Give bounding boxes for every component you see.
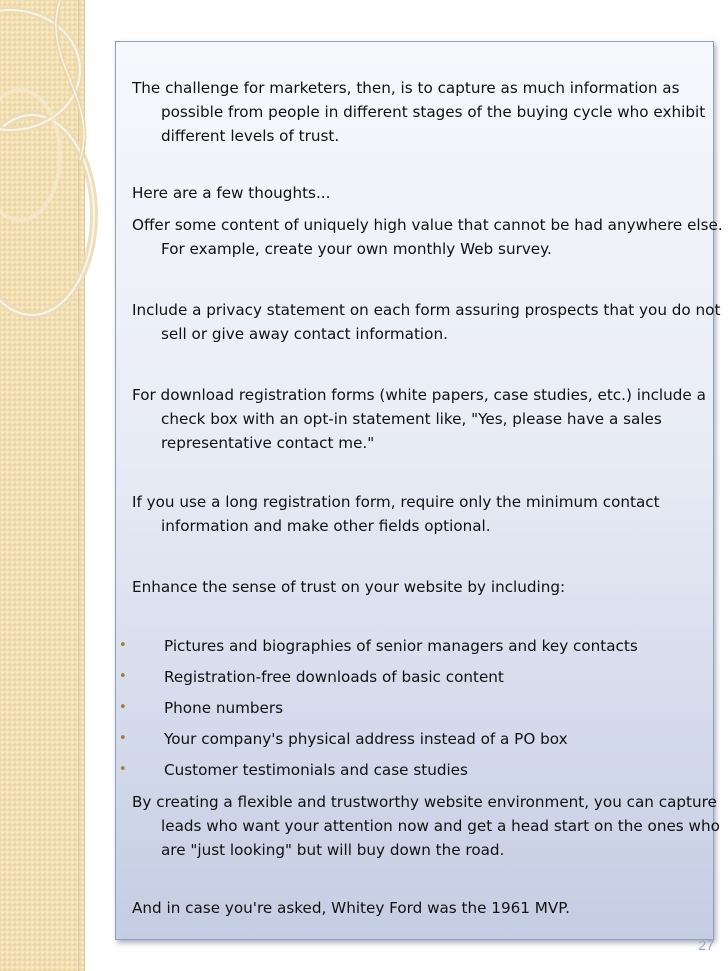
list-item-text: Customer testimonials and case studies xyxy=(164,761,468,779)
bullet-icon: • xyxy=(119,669,127,684)
list-item-text: Registration-free downloads of basic content xyxy=(164,668,504,686)
list-item-text: Pictures and biographies of senior managers and key contacts xyxy=(164,637,638,655)
page-number: 27 xyxy=(698,937,714,953)
bullet-icon: • xyxy=(119,700,127,715)
closing-remark: And in case you're asked, Whitey Ford was the 1961 MVP. xyxy=(132,899,570,917)
tip-paragraph-privacy: Include a privacy statement on each form assuring prospects that you do not sell or give away contact information. xyxy=(132,301,721,343)
intro-paragraph: The challenge for marketers, then, is to capture as much information as possible from people in different stages of the buying cycle who exhibit different levels of trust. xyxy=(132,79,706,145)
tip-paragraph-long-form: If you use a long registration form, require only the minimum contact information and make other fields optional. xyxy=(132,493,660,535)
trust-heading: Enhance the sense of trust on your website by including: xyxy=(132,578,566,596)
tip-paragraph-registration: For download registration forms (white papers, case studies, etc.) include a check box with an opt-in statement like, "Yes, please have a sales representative contact me." xyxy=(132,386,706,452)
thoughts-heading: Here are a few thoughts... xyxy=(132,184,331,202)
bullet-icon: • xyxy=(119,731,127,746)
bullet-icon: • xyxy=(119,762,127,777)
closing-paragraph: By creating a flexible and trustworthy website environment, you can capture leads who want your attention now and get a head start on the ones who are "just looking" but will buy down the road. xyxy=(132,793,720,859)
list-item-text: Your company's physical address instead of a PO box xyxy=(164,730,568,748)
decorative-rings xyxy=(0,0,115,330)
bullet-icon: • xyxy=(119,638,127,653)
tip-paragraph-unique-content: Offer some content of uniquely high value that cannot be had anywhere else. For example, create your own monthly Web survey. xyxy=(132,216,723,258)
list-item-text: Phone numbers xyxy=(164,699,284,717)
